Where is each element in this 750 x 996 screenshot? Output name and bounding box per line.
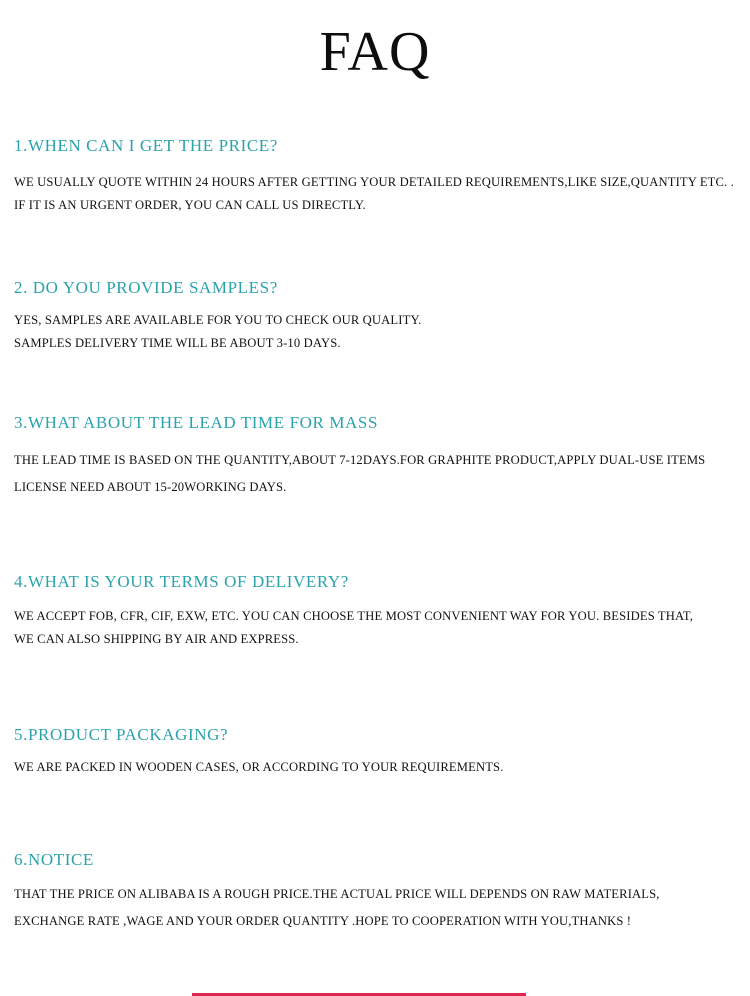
faq-item-5 [14, 725, 746, 779]
faq-item-4 [14, 572, 746, 651]
page-title: FAQ [319, 21, 431, 83]
faq-item-6 [14, 850, 746, 935]
faq-question: 5.PRODUCT PACKAGING? [14, 725, 229, 744]
faq-answer-line: THAT THE PRICE ON ALIBABA IS A ROUGH PRICE.THE ACTUAL PRICE WILL DEPENDS ON RAW MATERIALS, [14, 887, 660, 901]
faq-answer [14, 447, 746, 501]
faq-answer-line: WE USUALLY QUOTE WITHIN 24 HOURS AFTER GETTING YOUR DETAILED REQUIREMENTS,LIKE SIZE,QUANTITY ETC. . [14, 175, 734, 189]
faq-answer [14, 756, 746, 779]
faq-item-2 [14, 278, 746, 355]
faq-question: 2. DO YOU PROVIDE SAMPLES? [14, 278, 278, 297]
faq-answer-line: LICENSE NEED ABOUT 15-20WORKING DAYS. [14, 480, 287, 494]
faq-item-3 [14, 413, 746, 501]
faq-answer-line: WE ARE PACKED IN WOODEN CASES, OR ACCORDING TO YOUR REQUIREMENTS. [14, 760, 504, 774]
faq-question: 6.NOTICE [14, 850, 94, 869]
faq-answer [14, 171, 746, 217]
faq-answer-line: SAMPLES DELIVERY TIME WILL BE ABOUT 3-10 DAYS. [14, 336, 341, 350]
faq-answer-line: WE CAN ALSO SHIPPING BY AIR AND EXPRESS. [14, 632, 299, 646]
faq-question: 1.WHEN CAN I GET THE PRICE? [14, 136, 278, 155]
faq-answer-line: EXCHANGE RATE ,WAGE AND YOUR ORDER QUANTITY .HOPE TO COOPERATION WITH YOU,THANKS ! [14, 914, 632, 928]
faq-answer-line: THE LEAD TIME IS BASED ON THE QUANTITY,ABOUT 7-12DAYS.FOR GRAPHITE PRODUCT,APPLY DUAL-USE ITEMS [14, 453, 706, 467]
faq-question: 3.WHAT ABOUT THE LEAD TIME FOR MASS [14, 413, 379, 432]
faq-answer-line: YES, SAMPLES ARE AVAILABLE FOR YOU TO CHECK OUR QUALITY. [14, 313, 422, 327]
faq-question: 4.WHAT IS YOUR TERMS OF DELIVERY? [14, 572, 349, 591]
faq-answer [14, 605, 746, 651]
faq-answer-line: WE ACCEPT FOB, CFR, CIF, EXW, ETC. YOU CAN CHOOSE THE MOST CONVENIENT WAY FOR YOU. BESIDES THAT, [14, 609, 694, 623]
faq-answer [14, 881, 746, 935]
faq-item-1 [14, 136, 746, 217]
faq-answer-line: IF IT IS AN URGENT ORDER, YOU CAN CALL US DIRECTLY. [14, 198, 366, 212]
faq-answer [14, 309, 746, 355]
